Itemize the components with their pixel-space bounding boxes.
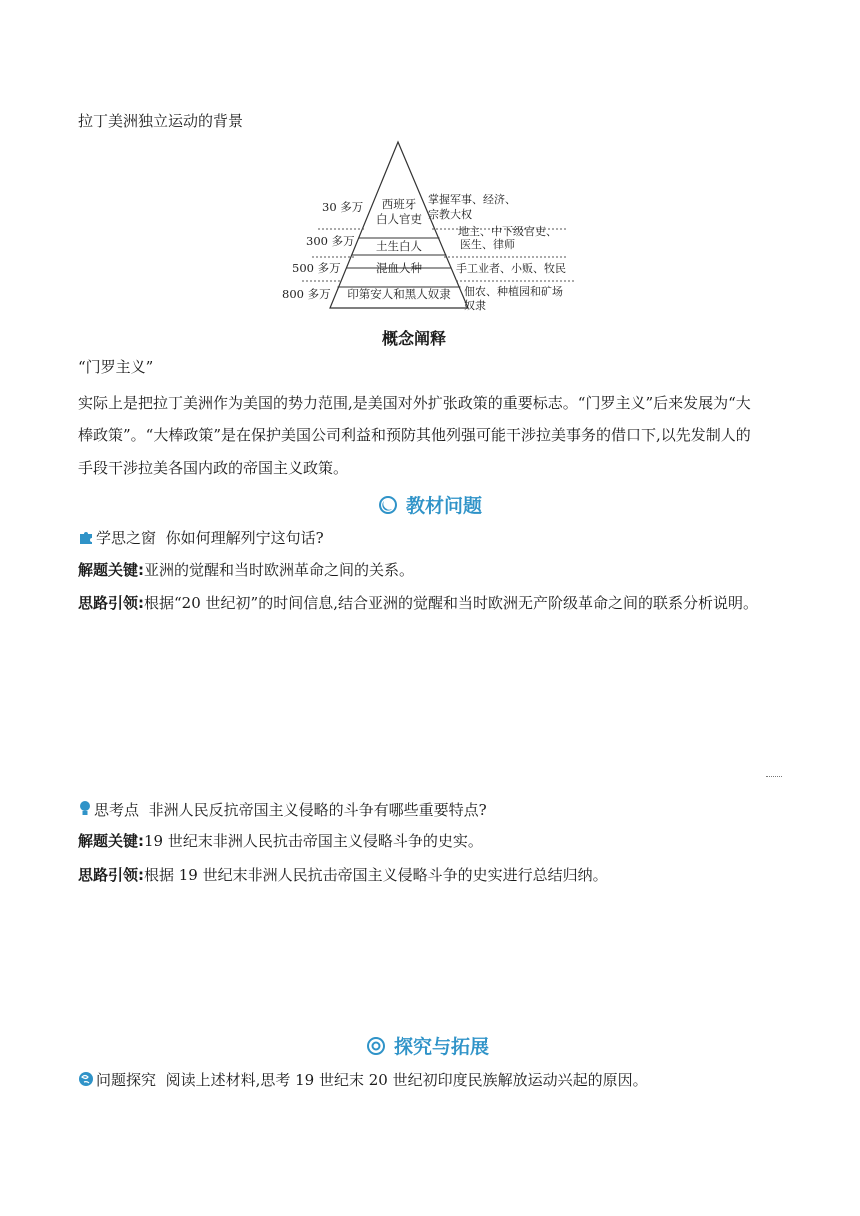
question-1 xyxy=(78,529,324,546)
level-2-group: 土生白人 xyxy=(376,239,422,253)
question-1-text: 你如何理解列宁这句话? xyxy=(165,529,324,547)
question-1-key xyxy=(78,563,414,578)
question-2-key xyxy=(78,834,483,849)
question-1-guide xyxy=(78,596,758,611)
inquiry-question xyxy=(78,1071,648,1088)
lightbulb-icon xyxy=(78,800,92,817)
globe-icon xyxy=(78,1071,94,1087)
level-2-role-line-1: 地主、中下级官吏、 xyxy=(458,225,557,238)
puzzle-icon xyxy=(78,529,94,545)
level-4-count: 800 多万 xyxy=(282,287,331,301)
question-2-guide-label: 思路引领: xyxy=(78,866,144,884)
question-1-key-label: 解题关键: xyxy=(78,561,144,579)
inquiry-text: 阅读上述材料,思考 19 世纪末 20 世纪初印度民族解放运动兴起的原因。 xyxy=(165,1071,648,1089)
level-4-role-line-1: 佃农、种植园和矿场 xyxy=(464,285,563,298)
concept-line-3: 手段干涉拉美各国内政的帝国主义政策。 xyxy=(78,459,349,477)
background-title: 拉丁美洲独立运动的背景 xyxy=(78,112,244,130)
section-2-title-text: 探究与拓展 xyxy=(394,1036,490,1058)
question-1-label: 学思之窗 xyxy=(96,529,157,547)
crescent-icon xyxy=(378,495,398,515)
question-2-guide xyxy=(78,868,608,883)
section-title-inquiry xyxy=(366,1032,489,1059)
level-4-group: 印第安人和黑人奴隶 xyxy=(347,287,451,301)
section-title-textbook-questions xyxy=(378,491,482,518)
level-1-role-line-1: 掌握军事、经济、 xyxy=(428,193,516,206)
level-1-role-line-2: 宗教大权 xyxy=(428,208,472,221)
question-1-guide-text: 根据“20 世纪初”的时间信息,结合亚洲的觉醒和当时欧洲无产阶级革命之间的联系分析说明。 xyxy=(144,594,758,612)
level-1-group-line-1: 西班牙 xyxy=(381,197,417,211)
question-2-label: 思考点 xyxy=(94,801,140,819)
question-1-key-text: 亚洲的觉醒和当时欧洲革命之间的关系。 xyxy=(144,561,415,579)
question-1-guide-label: 思路引领: xyxy=(78,594,144,612)
question-2-key-label: 解题关键: xyxy=(78,832,144,850)
social-pyramid-diagram xyxy=(278,140,588,312)
level-4-role-line-2: 奴隶 xyxy=(464,299,486,312)
level-1-group-line-2: 白人官吏 xyxy=(376,212,422,226)
dotted-mark xyxy=(766,776,782,777)
level-2-count: 300 多万 xyxy=(306,234,355,248)
concept-heading: 概念阐释 xyxy=(382,329,447,348)
concept-line-1: 实际上是把拉丁美洲作为美国的势力范围,是美国对外扩张政策的重要标志。“门罗主义”后来发展为“大 xyxy=(78,394,751,412)
question-2-text: 非洲人民反抗帝国主义侵略的斗争有哪些重要特点? xyxy=(148,801,487,819)
level-3-count: 500 多万 xyxy=(292,261,341,275)
question-2-key-text: 19 世纪末非洲人民抗击帝国主义侵略斗争的史实。 xyxy=(144,832,483,850)
concept-line-2: 棒政策”。“大棒政策”是在保护美国公司利益和预防其他列强可能干涉拉美事务的借口下,以先发制人的 xyxy=(78,426,751,444)
level-1-count: 30 多万 xyxy=(322,200,364,214)
inquiry-label: 问题探究 xyxy=(96,1071,157,1089)
question-2 xyxy=(78,800,487,818)
section-1-title-text: 教材问题 xyxy=(406,495,483,517)
spiral-icon xyxy=(366,1036,386,1056)
concept-term: “门罗主义” xyxy=(78,358,154,376)
level-2-role-line-2: 医生、律师 xyxy=(460,238,515,251)
question-2-guide-text: 根据 19 世纪末非洲人民抗击帝国主义侵略斗争的史实进行总结归纳。 xyxy=(144,866,608,884)
level-3-role: 手工业者、小贩、牧民 xyxy=(456,262,566,275)
level-3-group: 混血人种 xyxy=(376,261,422,275)
